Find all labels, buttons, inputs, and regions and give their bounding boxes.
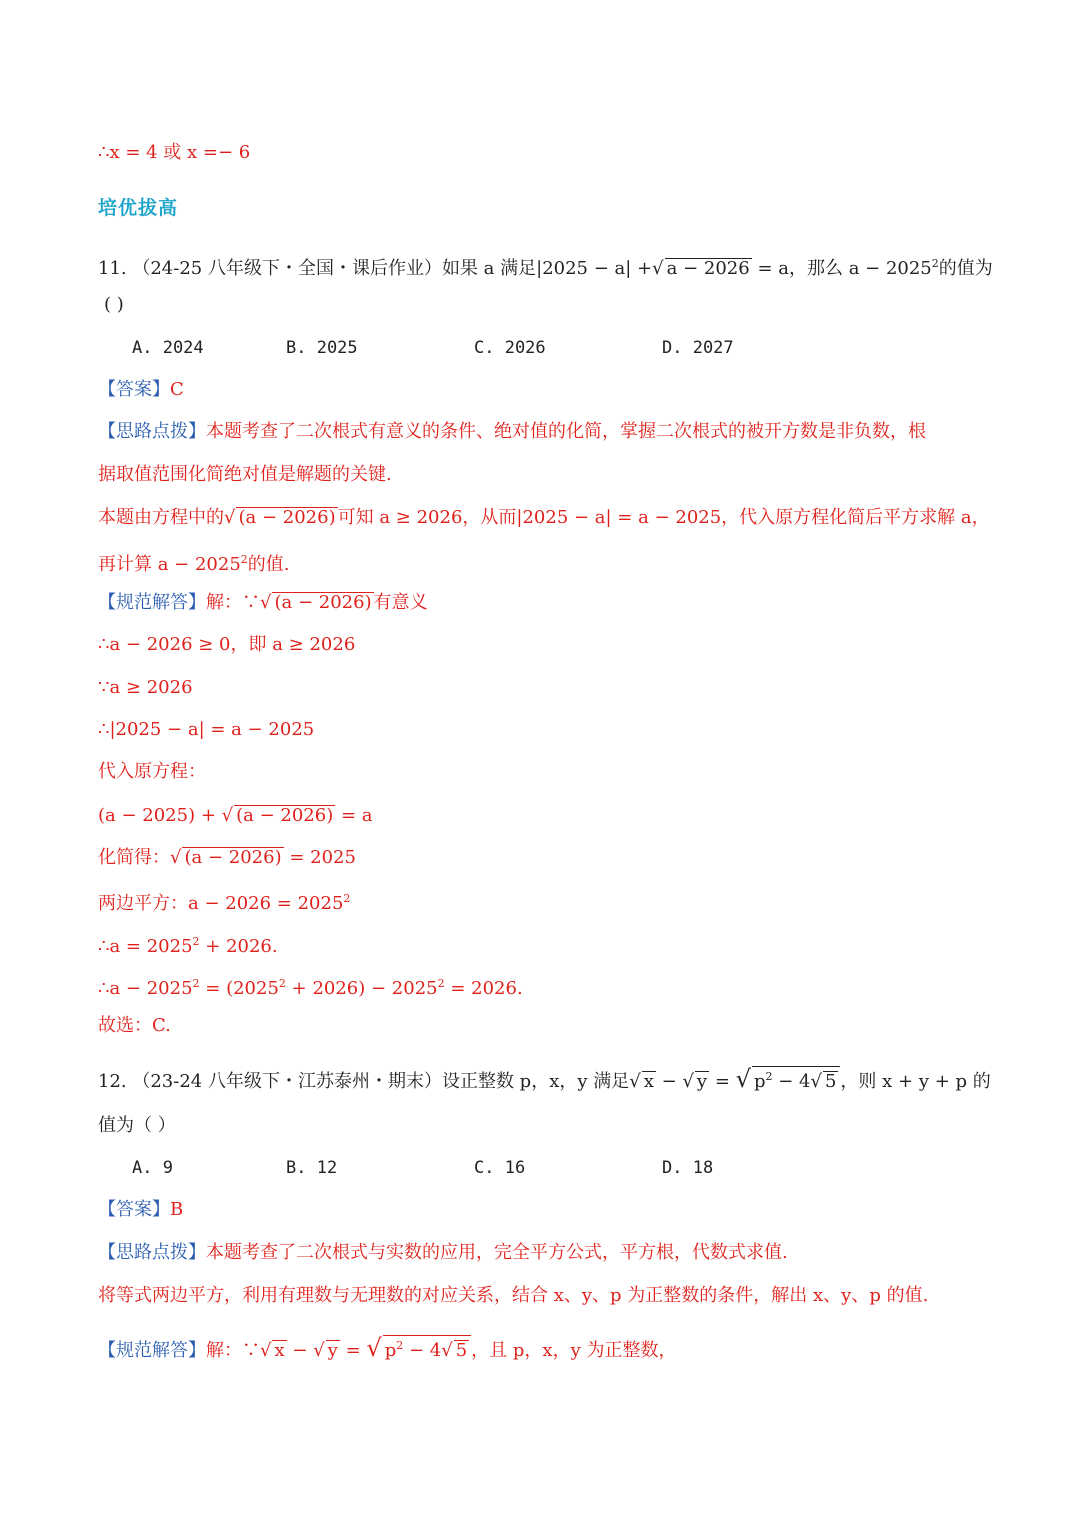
q11-option-d: D. 2027 — [662, 338, 734, 358]
q12-sol-sqrt-y: y — [327, 1340, 338, 1361]
q12-sol-minus: − — [292, 1340, 308, 1361]
q12-option-d: D. 18 — [662, 1158, 714, 1178]
q11-sol-1a: 解：∵ — [206, 592, 260, 613]
q11-sol-tag: 【规范解答】 — [98, 592, 206, 613]
q11-sol-9-sup: 2 — [192, 935, 200, 948]
q12-option-c: C. 16 — [474, 1158, 526, 1178]
q12-sol-sqrt-big-sup: 2 — [396, 1339, 404, 1352]
q11-sol-10b: = (2025 — [205, 978, 279, 999]
q11-sol-10c: + 2026) − 2025 — [291, 978, 438, 999]
q12-sqrt-x: x — [643, 1071, 654, 1092]
q11-hint-3-sqrt: (a − 2026) — [238, 507, 336, 528]
q11-stem-sup: 2 — [931, 257, 939, 270]
q11-sol-8-sup: 2 — [343, 892, 351, 905]
q11-sol-10a: ∴a − 2025 — [98, 978, 193, 999]
q11-hint-1 — [98, 419, 926, 445]
q12-hint-1-text: 本题考查了二次根式与实数的应用，完全平方公式，平方根，代数式求值. — [206, 1242, 788, 1263]
q12-hint-1 — [98, 1240, 788, 1266]
q11-hint-3a: 本题由方程中的 — [98, 507, 224, 528]
q12-stem: 12. （23-24 八年级下・江苏泰州・期末）设正整数 p，x，y 满足√ x − √ y = √ $p^2 - 4√$ 5 ，则 x + y + p 的 — [98, 1065, 991, 1093]
q11-sol-3: ∵a ≥ 2026 — [98, 677, 193, 698]
q11-sol-6-sqrt: (a − 2026) — [236, 805, 334, 826]
q11-stem-sqrt: a − 2026 — [666, 258, 750, 279]
q12-minus: − — [661, 1071, 677, 1092]
q12-answer-value: B — [170, 1199, 184, 1220]
q11-sol-7-sqrt: (a − 2026) — [184, 847, 282, 868]
q11-stem-c: 的值为 — [938, 258, 993, 279]
q12-sol-eq: = — [345, 1340, 361, 1361]
q12-sol-tag: 【规范解答】 — [98, 1340, 206, 1361]
q11-sol-4: ∴|2025 − a| = a − 2025 — [98, 719, 315, 740]
q11-hint-4-sup: 2 — [240, 553, 248, 566]
q11-sol-1b: 有意义 — [373, 592, 428, 613]
q12-option-a: A. 9 — [132, 1158, 173, 1178]
q11-sol-6b: = a — [340, 805, 373, 826]
q11-answer-tag: 【答案】 — [98, 379, 170, 400]
q11-sol-8a: 两边平方：a − 2026 = 2025 — [98, 893, 344, 914]
q11-sol-1: 【规范解答】解：∵√ (a − 2026) 有意义 — [98, 592, 428, 613]
q12-stem-b: ，则 x + y + p 的 — [840, 1071, 991, 1092]
q11-sol-8 — [98, 886, 350, 917]
q12-sol-1a: 解：∵ — [206, 1340, 260, 1361]
q12-eq: = — [714, 1071, 730, 1092]
q11-sol-6: (a − 2025) + √ (a − 2026) = a — [98, 805, 373, 826]
q11-hint-tag: 【思路点拨】 — [98, 421, 206, 442]
q12-sol-sqrt-inner: 5 — [455, 1340, 468, 1361]
q12-sqrt-big-b: − 4 — [778, 1071, 811, 1092]
q11-sol-5: 代入原方程： — [98, 761, 206, 782]
q11-sol-2: ∴a − 2026 ≥ 0，即 a ≥ 2026 — [98, 634, 356, 655]
q11-answer-value: C — [170, 379, 184, 400]
q11-answer — [98, 377, 184, 403]
q12-sqrt-inner: 5 — [824, 1071, 837, 1092]
q11-hint-1-text: 本题考查了二次根式有意义的条件、绝对值的化简，掌握二次根式的被开方数是非负数，根 — [206, 421, 926, 442]
q11-sol-7a: 化简得： — [98, 847, 170, 868]
q11-sol-10d: = 2026. — [450, 978, 523, 999]
q11-stem: 11. （24-25 八年级下・全国・课后作业）如果 a 满足|2025 − a| +√ a − 2026 = a，那么 $a - 2025^2$的值为 — [98, 257, 993, 279]
q11-hint-3: 本题由方程中的√ (a − 2026) 可知 a ≥ 2026，从而|2025 − a| = a − 2025，代入原方程化简后平方求解 a， — [98, 507, 990, 528]
q12-answer-tag: 【答案】 — [98, 1199, 170, 1220]
q11-sol-11: 故选：C. — [98, 1015, 171, 1036]
q11-sol-10-sup1: 2 — [192, 977, 200, 990]
q12-hint-tag: 【思路点拨】 — [98, 1242, 206, 1263]
q11-paren: ( ) — [104, 294, 124, 315]
q12-hint-2: 将等式两边平方，利用有理数与无理数的对应关系，结合 x、y、p 为正整数的条件，解出 x、y、p 的值. — [98, 1285, 929, 1306]
q12-sqrt-big: $p^2 - 4√$ 5 — [752, 1066, 840, 1092]
q11-sol-10 — [98, 971, 523, 1002]
q12-stem-a: 12. （23-24 八年级下・江苏泰州・期末）设正整数 p，x，y 满足 — [98, 1071, 630, 1092]
q11-option-c: C. 2026 — [474, 338, 546, 358]
q11-sol-10-sup3: 2 — [437, 977, 445, 990]
q11-sol-6a: (a − 2025) + — [98, 805, 216, 826]
q12-stem-2: 值为（ ） — [98, 1115, 176, 1136]
q11-option-a: A. 2024 — [132, 338, 204, 358]
previous-solution-line: ∴x = 4 或 x =− 6 — [98, 142, 251, 163]
q12-answer — [98, 1197, 183, 1223]
q12-sol-sqrt-big-b: − 4 — [408, 1340, 442, 1361]
q12-sol-1: 【规范解答】解：∵√ x − √ y = √ $p^2 - 4√$ 5 ，且 p，x，y 为正整数， — [98, 1334, 677, 1362]
q11-hint-2: 据取值范围化简绝对值是解题的关键. — [98, 464, 392, 485]
q12-sqrt-big-sup: 2 — [765, 1070, 773, 1083]
q11-option-b: B. 2025 — [286, 338, 358, 358]
q11-sol-9a: ∴a = 2025 — [98, 936, 193, 957]
q11-hint-4a: 再计算 a − 2025 — [98, 554, 241, 575]
q11-sol-9b: + 2026. — [205, 936, 278, 957]
q12-sqrt-y: y — [696, 1071, 708, 1092]
q12-sol-sqrt-x: x — [274, 1340, 285, 1361]
section-title: 培优拔高 — [98, 197, 179, 219]
q12-sol-sqrt-big: $p^2 - 4√$ 5 — [383, 1335, 471, 1361]
q12-option-b: B. 12 — [286, 1158, 338, 1178]
q11-sol-7: 化简得：√ (a − 2026) = 2025 — [98, 847, 356, 868]
q12-sol-sqrt-big-a: p — [384, 1340, 397, 1361]
q11-sol-10-sup2: 2 — [278, 977, 286, 990]
q11-sol-7b: = 2025 — [289, 847, 356, 868]
q11-stem-a: 11. （24-25 八年级下・全国・课后作业）如果 a 满足|2025 − a| + — [98, 258, 653, 279]
q11-hint-3b: 可知 a ≥ 2026，从而|2025 − a| = a − 2025，代入原方程化简后平方求解 a， — [337, 507, 990, 528]
q11-sol-9 — [98, 929, 278, 960]
q11-hint-4 — [98, 547, 290, 578]
q12-sol-1b: ，且 p，x，y 为正整数， — [471, 1340, 677, 1361]
q11-stem-b: = a，那么 a − 2025 — [757, 258, 932, 279]
q12-sqrt-big-a: p — [753, 1071, 766, 1092]
q11-sol-1-sqrt: (a − 2026) — [274, 592, 372, 613]
q11-hint-4b: 的值. — [247, 554, 290, 575]
